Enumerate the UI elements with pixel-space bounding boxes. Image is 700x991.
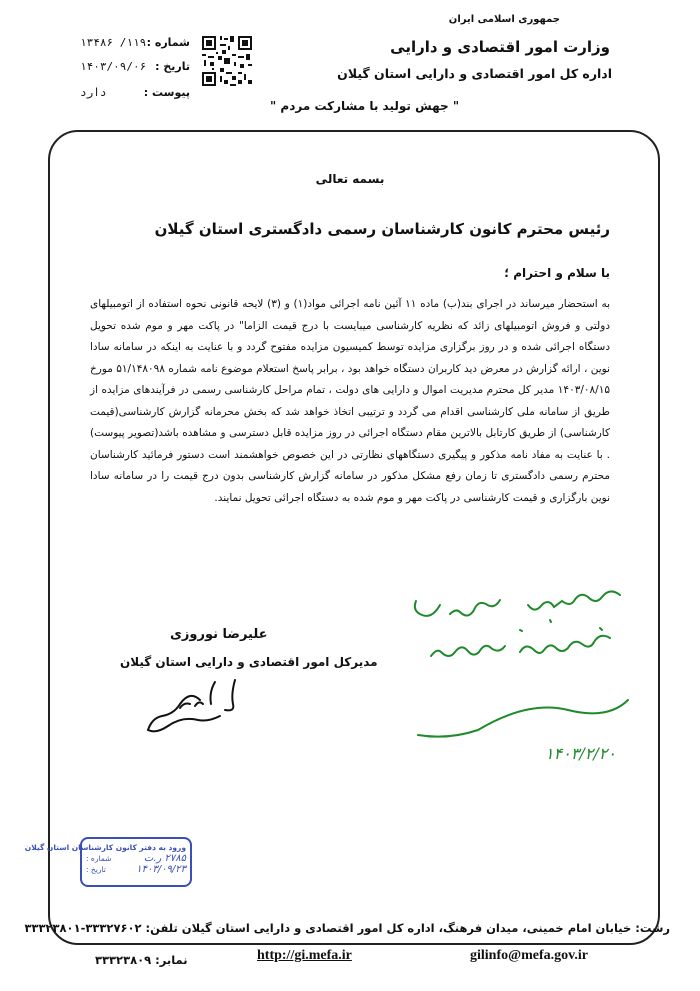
letter-number-label: شماره : [146, 36, 190, 49]
signatory-name: علیرضا نوروزی [170, 627, 268, 642]
republic-title: جمهوری اسلامی ایران [448, 14, 560, 25]
letter-date-label: تاریخ : [155, 60, 190, 73]
qr-code-icon [200, 34, 254, 88]
stamp-number-value: ۲۷۸۵ ر.ت [143, 853, 186, 864]
letter-date-value: ۱۴۰۳/۰۹/۰۶ [80, 60, 147, 73]
letter-number-value: ۱۱۹/ ۱۳۴۸۶ [80, 36, 147, 49]
letter-number-row [80, 36, 190, 49]
attachment-value: دارد [80, 86, 107, 99]
bismillah-heading: بسمه تعالی [315, 172, 385, 186]
receipt-stamp [24, 837, 192, 887]
stamp-date-label: تاریخ : [86, 865, 106, 874]
ministry-title: وزارت امور اقتصادی و دارایی [390, 38, 610, 56]
stamp-number-label: شماره : [86, 854, 112, 863]
signatory-title: مدیرکل امور اقتصادی و دارایی استان گیلان [120, 655, 378, 669]
attachment-row [80, 86, 190, 99]
signature [140, 672, 260, 742]
letter-body: به استحضار میرساند در اجرای بند(ب) ماده ۱۱ آئین نامه اجرائی مواد(۱) و (۳) لایحه قانونی نحوه استفاده از اتومبیلهای دولتی و فروش اتومبیلهای زائد که نظریه کارشناسی میبایست با درج قیمت الزاما" در پاکت مهر و موم شده تحویل دستگاه اجرائی شده و در روز برگزاری مزایده توسط کمیسیون مزایده مفتوح گردد و با عنایت به اینکه در سامانه سادا نوین ، ارائه گزارش در معرض دید کاربران دستگاه خواهد بود ، برابر پاسخ استعلام موضوع نامه شماره ۵۱/۱۴۸۰۹۸ مورخ ۱۴۰۳/۰۸/۱۵ مدیر کل محترم مدیریت اموال و دارایی های دولت ، تمام مراحل کارشناسی رسمی در فرآیندهای مزایده از طریق از سامانه ملی کارشناسی اقدام می گردد و ترتیبی اتخاذ خواهد شد که بخش محرمانه گزارش کارشناسی(قیمت کارشناسی) از طریق کارتابل بالاترین مقام دستگاه اجرائی در روز مزایده قابل دسترسی و مشاهده باشد(تصویر پیوست) . با عنایت به مفاد نامه مذکور و پیگیری دستگاههای نظارتی در این خصوص خواهشمند است دستور فرمائید کارشناسان محترم رسمی دادگستری تا زمان رفع مشکل مذکور در سامانه گزارش کارشناسی بدون درج قیمت را در سامانه سادا نوین بارگزاری و قیمت کارشناسی در پاکت مهر و موم شده به دستگاه اجرائی تحویل نمایند. [90, 298, 610, 504]
stamp-number-row [86, 853, 186, 864]
footer-website-link[interactable]: http://gi.mefa.ir [257, 948, 352, 963]
footer-email[interactable]: gilinfo@mefa.gov.ir [470, 948, 589, 963]
slogan: " جهش تولید با مشارکت مردم " [270, 99, 460, 113]
recipient-line: رئیس محترم کانون کارشناسان رسمی دادگستری استان گیلان [154, 220, 610, 238]
handwritten-annotation [400, 580, 640, 760]
attachment-label: پیوست : [143, 86, 190, 99]
stamp-date-value: ۱۴۰۳/۰۹/۲۳ [136, 864, 186, 875]
footer-address: رشت: خیابان امام خمینی، میدان فرهنگ، اداره کل امور اقتصادی و دارایی استان گیلان تلفن: ۳۳۳۲۷۶۰۲-۳۳۳۲۳۸۰۱ [24, 921, 670, 935]
stamp-title: ورود به دفتر کانون کارشناسان استان گیلان [24, 843, 186, 852]
greeting-line: با سلام و احترام ؛ [504, 266, 610, 280]
letter-date-row [80, 60, 190, 73]
department-title: اداره کل امور اقتصادی و دارایی استان گیلان [337, 66, 612, 81]
letter-frame [24, 130, 660, 945]
annotation-date: ۱۴۰۳/۲/۲۰ [545, 744, 616, 763]
footer-fax: نمابر: ۳۳۳۲۳۸۰۹ [95, 953, 188, 967]
stamp-date-row [86, 864, 186, 875]
